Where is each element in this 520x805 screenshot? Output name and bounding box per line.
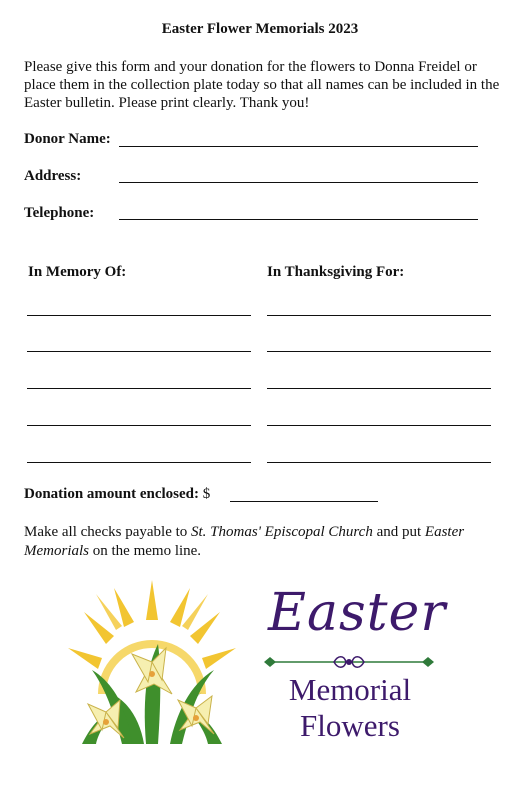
address-line[interactable] bbox=[119, 182, 478, 183]
memory-line[interactable] bbox=[27, 351, 251, 352]
donation-row bbox=[24, 486, 210, 503]
telephone-label: Telephone: bbox=[24, 205, 95, 221]
lily-sunburst-illustration bbox=[62, 574, 242, 754]
easter-script-word: Easter bbox=[268, 583, 447, 643]
memory-line[interactable] bbox=[27, 388, 251, 389]
checks-paragraph bbox=[24, 523, 502, 561]
currency-symbol: $ bbox=[202, 486, 211, 502]
checks-text: and put bbox=[372, 524, 425, 540]
thanksgiving-line[interactable] bbox=[267, 388, 491, 389]
checks-text: on the memo line. bbox=[89, 543, 202, 559]
in-thanksgiving-for-heading: In Thanksgiving For: bbox=[267, 264, 405, 280]
checks-text: Make all checks payable to bbox=[24, 524, 192, 540]
memory-line[interactable] bbox=[27, 425, 251, 426]
intro-paragraph: Please give this form and your donation for the flowers to Donna Freidel or place them in the collection plate today so that all names can be included in the Easter bulletin. Please print clearly. Thank you! bbox=[24, 59, 500, 111]
memorial-word: Memorial bbox=[288, 672, 412, 707]
in-memory-of-heading: In Memory Of: bbox=[28, 264, 127, 280]
donation-label: Donation amount enclosed: bbox=[24, 486, 200, 502]
thanksgiving-line[interactable] bbox=[267, 425, 491, 426]
thanksgiving-line[interactable] bbox=[267, 462, 491, 463]
donation-amount-line[interactable] bbox=[230, 501, 378, 502]
form-title: Easter Flower Memorials 2023 bbox=[161, 21, 359, 37]
memory-line[interactable] bbox=[27, 315, 251, 316]
memo-text: Easter Memorials bbox=[24, 524, 465, 559]
donor-name-line[interactable] bbox=[119, 146, 478, 147]
thanksgiving-line[interactable] bbox=[267, 351, 491, 352]
ornamental-divider bbox=[262, 652, 436, 672]
church-name: St. Thomas' Episcopal Church bbox=[191, 524, 373, 540]
telephone-line[interactable] bbox=[119, 219, 478, 220]
memory-line[interactable] bbox=[27, 462, 251, 463]
donor-name-label: Donor Name: bbox=[24, 131, 111, 147]
flowers-word: Flowers bbox=[300, 708, 400, 743]
thanksgiving-line[interactable] bbox=[267, 315, 491, 316]
address-label: Address: bbox=[24, 168, 82, 184]
